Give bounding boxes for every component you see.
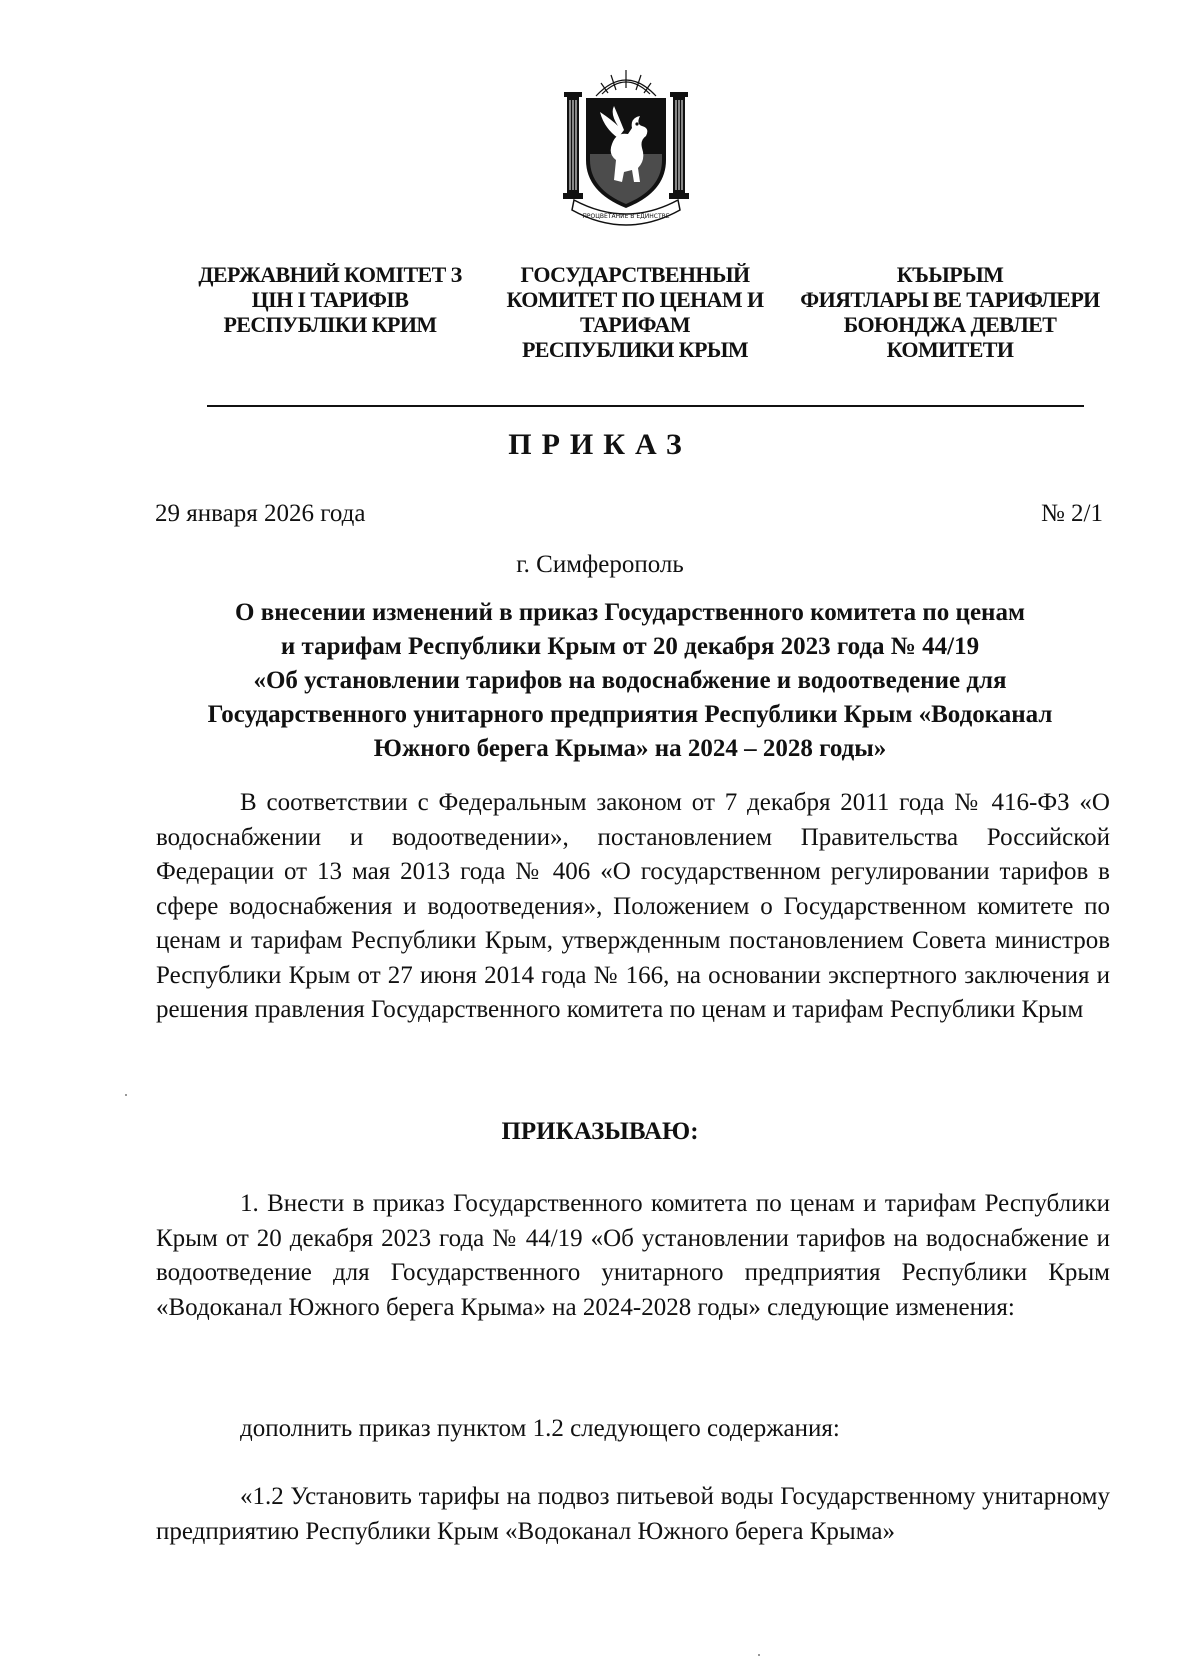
order-item-1: 1. Внести в приказ Государственного комитета по ценам и тарифам Республики Крым от 20 декабря 2023 года № 44/19 «Об установлении тарифов на водоснабжение и водоотведение для Государственного унитарного предприятия Республики Крым «Водоканал Южного берега Крыма» на 2024-2028 годы» следующие изменения: [156,1190,1110,1321]
org-name-ukrainian: ДЕРЖАВНИЙ КОМІТЕТ З ЦІН І ТАРИФІВ РЕСПУБЛІКИ КРИМ [198,262,462,337]
scan-speck [125,1094,127,1096]
document-title: ПРИКАЗ [508,428,692,461]
order-item-1-2: «1.2 Установить тарифы на подвоз питьевой воды Государственному унитарному предприятию Республики Крым «Водоканал Южного берега Крыма» [156,1483,1110,1545]
preamble-paragraph: В соответствии с Федеральным законом от 7 декабря 2011 года № 416-ФЗ «О водоснабжении и водоотведении», постановлением Правительства Российской Федерации от 13 мая 2013 года № 406 «О государственном регулировании тарифов в сфере водоснабжения и водоотведения», Положением о Государственном комитете по ценам и тарифам Республики Крым, утвержденным постановлением Совета министров Республики Крым от 27 июня 2014 года № 166, на основании экспертного заключения и решения правления Государственного комитета по ценам и тарифам Республики Крым [156,789,1110,1023]
order-item-1-intro: дополнить приказ пунктом 1.2 следующего содержания: [240,1415,840,1442]
scan-speck [758,1654,760,1656]
order-heading: ПРИКАЗЫВАЮ: [501,1118,699,1145]
header-divider [207,405,1084,407]
document-date: 29 января 2026 года [155,500,366,527]
svg-text:ПРОЦВЕТАНИЕ В ЕДИНСТВЕ: ПРОЦВЕТАНИЕ В ЕДИНСТВЕ [582,213,670,220]
document-header [150,262,1110,362]
crimea-coat-of-arms-icon [556,68,696,228]
org-name-russian: ГОСУДАРСТВЕННЫЙ КОМИТЕТ ПО ЦЕНАМ И ТАРИФАМ РЕСПУБЛИКИ КРЫМ [506,262,764,362]
org-name-crimean-tatar: КЪЫРЫМ ФИЯТЛАРЫ ВЕ ТАРИФЛЕРИ БОЮНДЖА ДЕВЛЕТ КОМИТЕТИ [800,262,1100,362]
document-city: г. Симферополь [516,551,684,578]
document-subject: О внесении изменений в приказ Государственного комитета по ценам и тарифам Республики Крым от 20 декабря 2023 года № 44/19 «Об установлении тарифов на водоснабжение и водоотведение для Государственного унитарного предприятия Республики Крым «Водоканал Южного берега Крыма» на 2024 – 2028 годы» [207,599,1053,762]
document-number: № 2/1 [1040,500,1103,527]
